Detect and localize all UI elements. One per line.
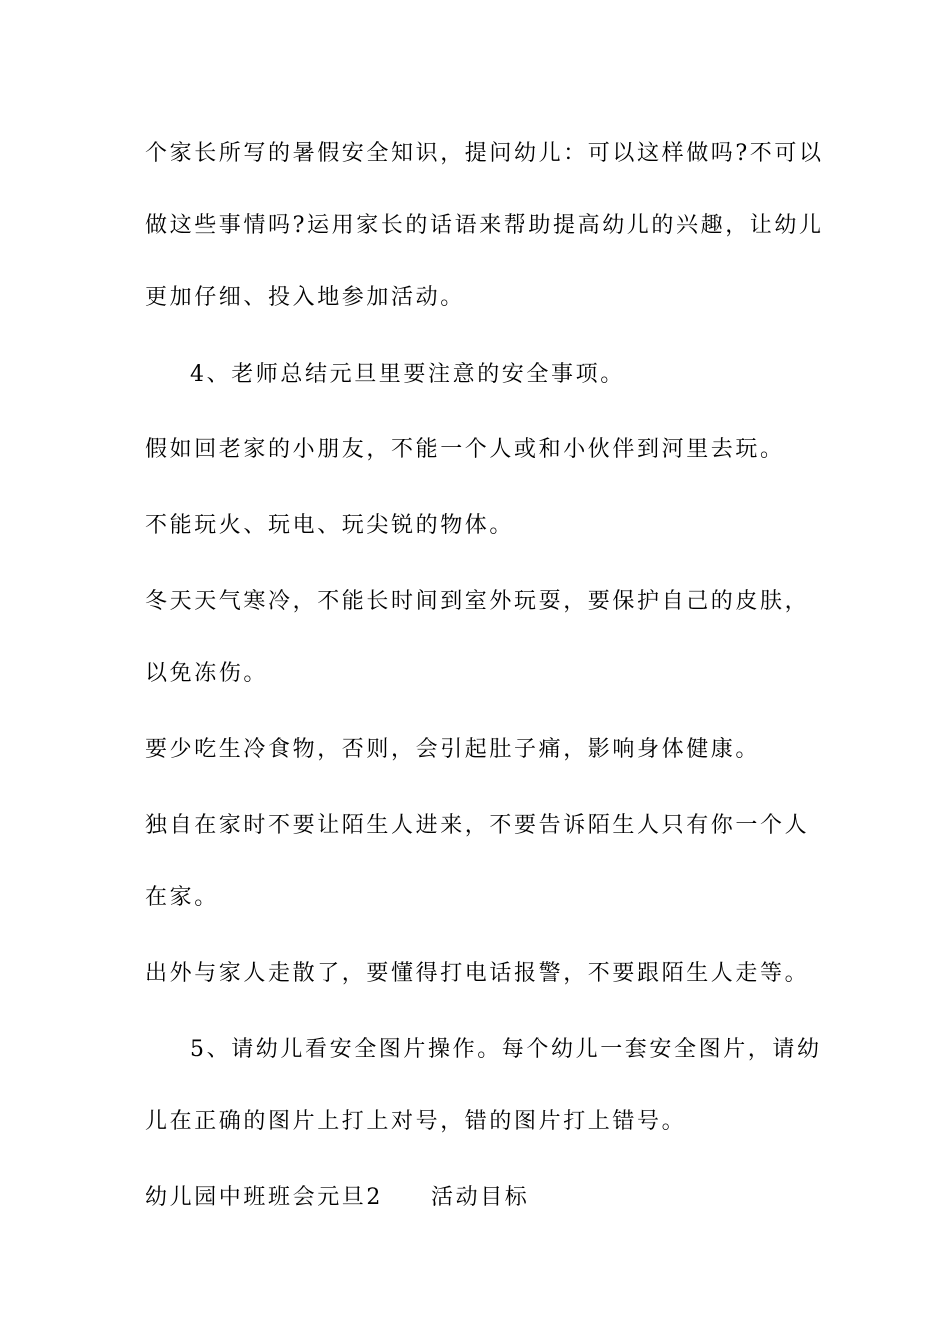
text-line: 要少吃生冷食物，否则，会引起肚子痛，影响身体健康。 xyxy=(145,737,761,762)
text-line: 在家。 xyxy=(145,885,219,910)
heading-title: 幼儿园中班班会元旦2 xyxy=(145,1185,383,1210)
heading-section: 活动目标 xyxy=(431,1185,530,1210)
text-line: 不能玩火、玩电、玩尖锐的物体。 xyxy=(145,513,515,538)
text-line: 冬天天气寒冷，不能长时间到室外玩耍，要保护自己的皮肤， xyxy=(145,589,810,614)
text-line: 以免冻伤。 xyxy=(145,661,269,686)
text-line: 独自在家时不要让陌生人进来，不要告诉陌生人只有你一个人 xyxy=(145,813,810,838)
text-line-numbered: 4、老师总结元旦里要注意的安全事项。 xyxy=(190,362,625,387)
text-line: 出外与家人走散了，要懂得打电话报警，不要跟陌生人走等。 xyxy=(145,961,810,986)
text-line: 做这些事情吗?运用家长的话语来帮助提高幼儿的兴趣，让幼儿 xyxy=(145,213,824,238)
text-line: 假如回老家的小朋友，不能一个人或和小伙伴到河里去玩。 xyxy=(145,437,785,462)
text-line-numbered: 5、请幼儿看安全图片操作。每个幼儿一套安全图片，请幼 xyxy=(190,1037,822,1062)
text-line: 更加仔细、投入地参加活动。 xyxy=(145,285,465,310)
section-heading xyxy=(145,1183,529,1213)
text-line: 儿在正确的图片上打上对号，错的图片打上错号。 xyxy=(145,1109,687,1134)
text-line: 个家长所写的暑假安全知识，提问幼儿：可以这样做吗?不可以 xyxy=(145,141,824,166)
